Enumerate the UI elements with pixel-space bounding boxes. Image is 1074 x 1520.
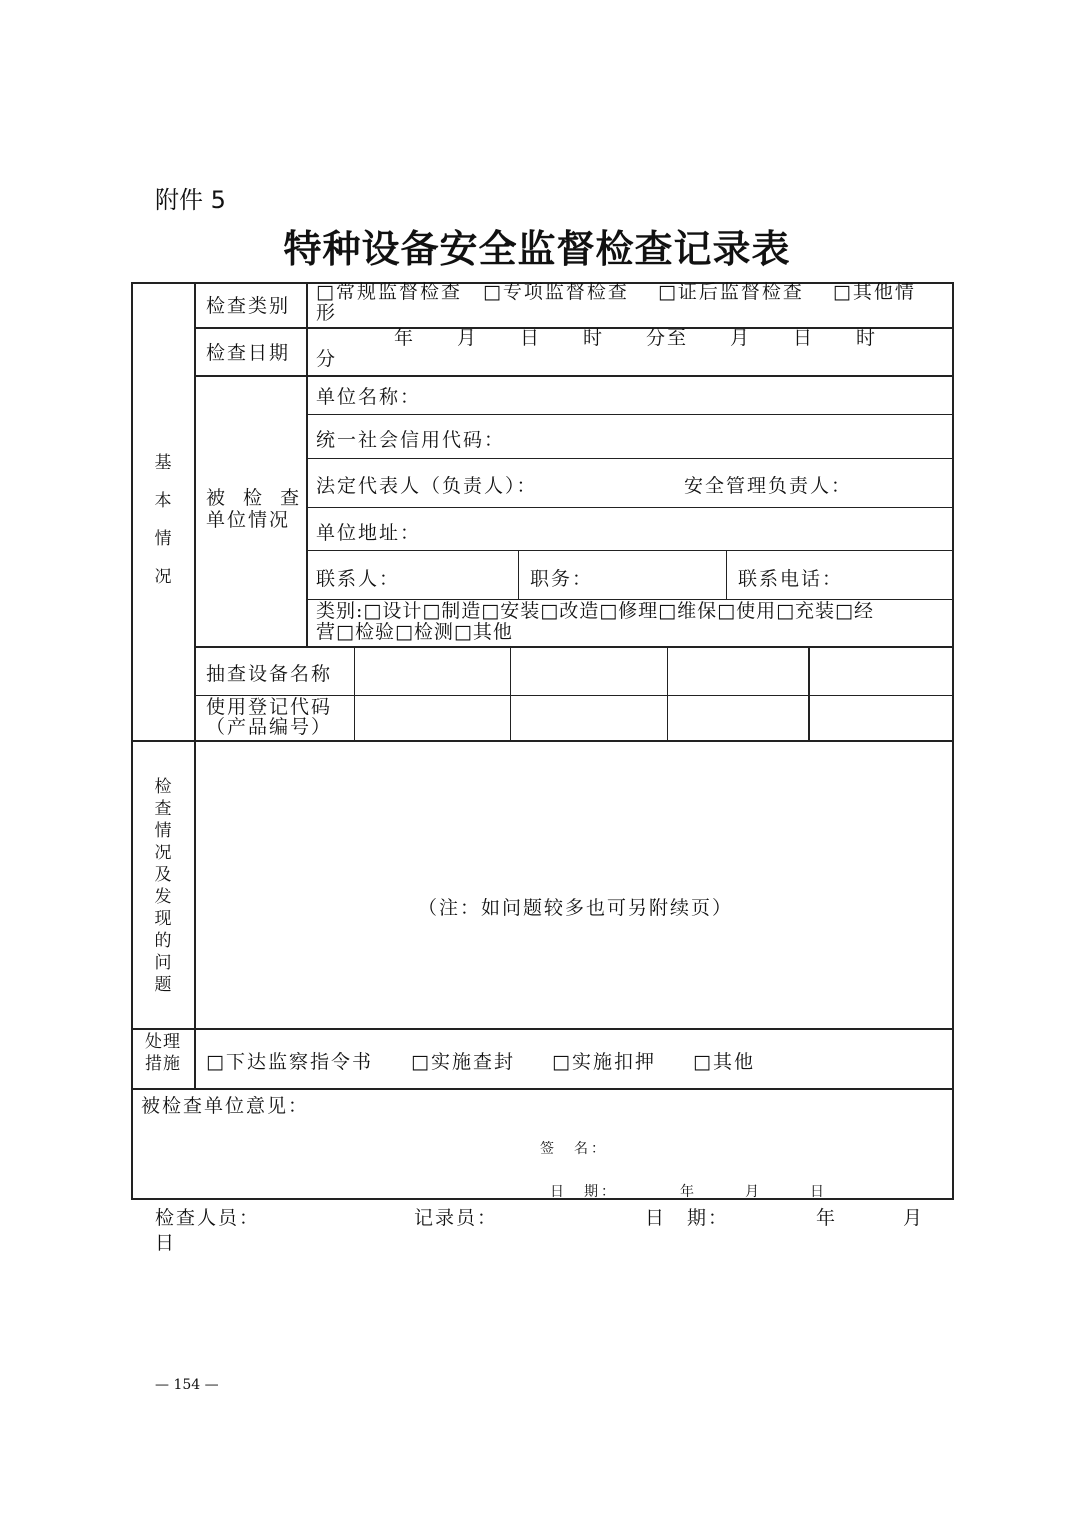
inspectors-field[interactable]: 检查人员： xyxy=(155,1207,261,1229)
registration-code-label: 使用登记代码 （产品编号） xyxy=(206,696,333,738)
footer-date-label: 日 期： xyxy=(645,1207,730,1229)
findings-section-label: 检查情况及发现的问题 xyxy=(154,777,172,995)
opinion-date-month: 月 xyxy=(745,1184,762,1200)
attachment-label: 附件 5 xyxy=(155,186,226,214)
unit-address-field[interactable]: 单位地址： xyxy=(316,522,422,544)
handling-option-other[interactable]: □其他 xyxy=(693,1051,755,1073)
inspection-date-field[interactable]: 年 月 日 时 分至 月 日 时 分 xyxy=(316,327,878,370)
unit-name-field[interactable]: 单位名称： xyxy=(316,386,422,408)
footer-date-year: 年 xyxy=(816,1207,838,1229)
contact-phone-field[interactable]: 联系电话： xyxy=(738,568,844,590)
position-field[interactable]: 职务： xyxy=(530,568,594,590)
page-number: — 154 — xyxy=(155,1377,219,1393)
signature-label[interactable]: 签 名： xyxy=(540,1141,608,1157)
inspection-date-label: 检查日期 xyxy=(206,342,291,364)
opinion-date-day: 日 xyxy=(810,1184,827,1200)
footer-date-month: 月 xyxy=(903,1207,925,1229)
unit-opinion-label[interactable]: 被检查单位意见： xyxy=(141,1095,310,1117)
equipment-name-label: 抽查设备名称 xyxy=(206,663,333,685)
handling-section-label: 处理 措施 xyxy=(145,1032,181,1074)
findings-note: （注：如问题较多也可另附续页） xyxy=(418,897,734,919)
inspection-type-options[interactable]: □常规监督检查 □专项监督检查 □证后监督检查 □其他情 形 xyxy=(316,281,916,324)
handling-option-seal[interactable]: □实施查封 xyxy=(411,1051,515,1073)
recorder-field[interactable]: 记录员： xyxy=(414,1207,499,1229)
footer-date-day: 日 xyxy=(155,1232,177,1254)
unit-category-options[interactable]: 类别:□设计□制造□安装□改造□修理□维保□使用□充装□经 营□检验□检测□其他 xyxy=(316,600,874,643)
credit-code-field[interactable]: 统一社会信用代码： xyxy=(316,429,506,451)
form-title: 特种设备安全监督检查记录表 xyxy=(283,226,791,271)
contact-person-field[interactable]: 联系人： xyxy=(316,568,401,590)
safety-manager-field[interactable]: 安全管理负责人： xyxy=(684,475,853,497)
handling-option-order[interactable]: □下达监察指令书 xyxy=(206,1051,373,1073)
handling-option-detain[interactable]: □实施扣押 xyxy=(552,1051,656,1073)
inspection-type-label: 检查类别 xyxy=(206,295,291,317)
legal-representative-field[interactable]: 法定代表人（负责人）： xyxy=(316,475,538,497)
opinion-date-label: 日 期： xyxy=(550,1184,618,1200)
opinion-date-year: 年 xyxy=(680,1184,697,1200)
inspected-unit-label: 被 检 查 单位情况 xyxy=(206,487,306,531)
basic-info-section-label: 基本情况 xyxy=(154,453,172,587)
